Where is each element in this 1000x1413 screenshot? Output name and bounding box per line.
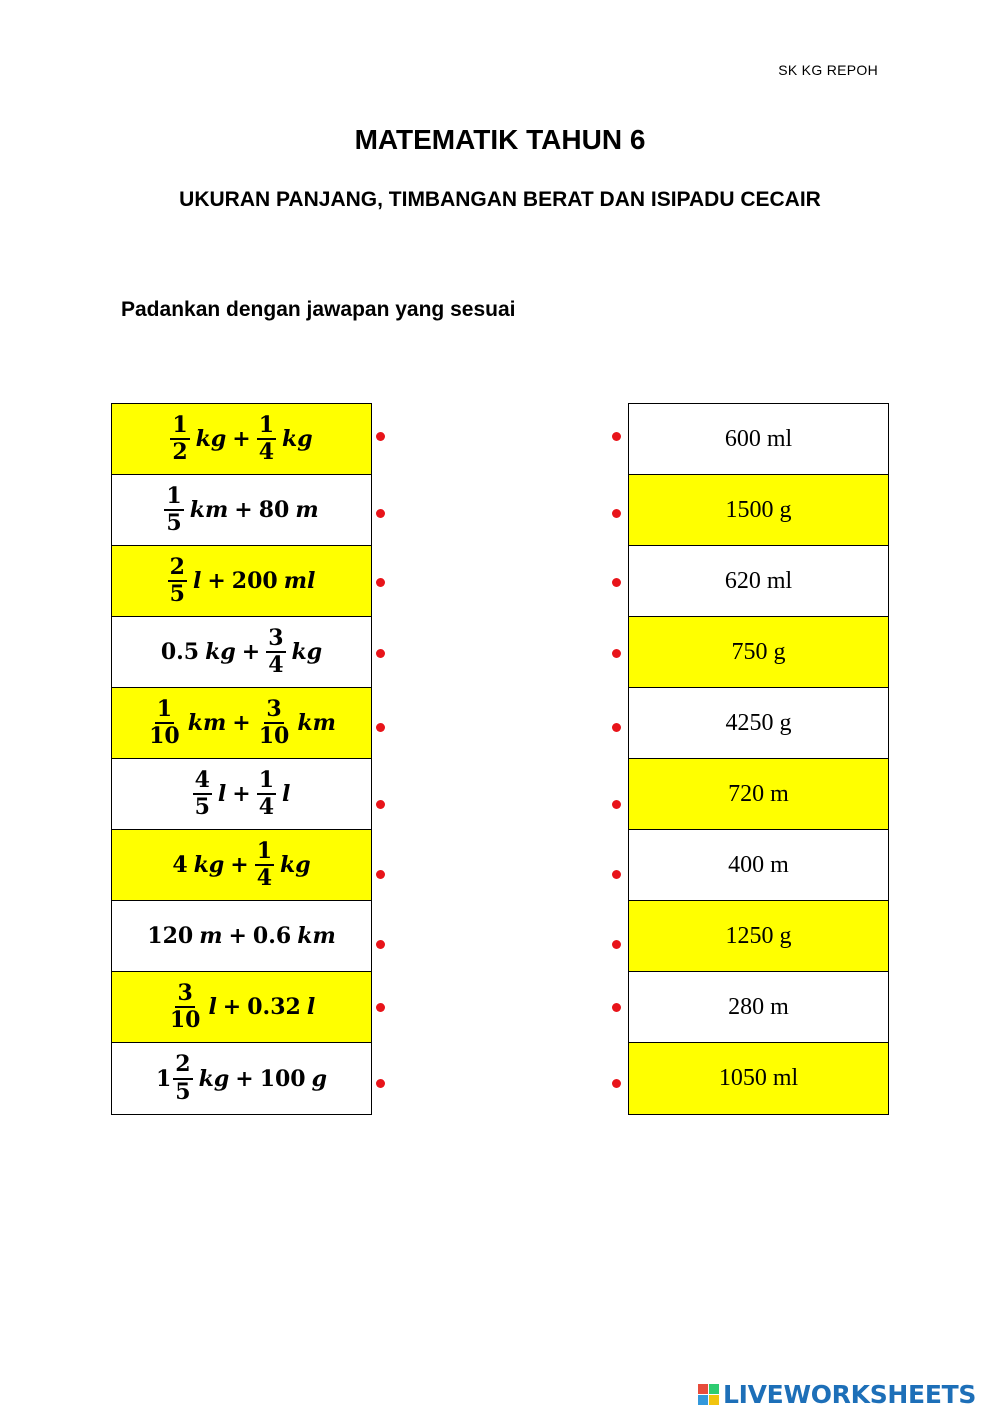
question-expression: [168, 553, 316, 607]
question-row: [112, 901, 371, 972]
match-dot-right[interactable]: [612, 1079, 621, 1088]
unit: m: [199, 923, 223, 949]
numerator: 3: [264, 698, 283, 724]
question-row: [112, 617, 371, 688]
operator: +: [222, 994, 242, 1020]
match-dot-left[interactable]: [376, 578, 385, 587]
operator: +: [232, 781, 251, 807]
operator: +: [232, 710, 251, 736]
unit: l: [282, 781, 291, 807]
match-dot-left[interactable]: [376, 1003, 385, 1012]
match-dot-left[interactable]: [376, 723, 385, 732]
unit: kg: [198, 1065, 230, 1092]
question-expression: [168, 979, 316, 1033]
question-expression: [147, 695, 336, 749]
match-dot-left[interactable]: [376, 1079, 385, 1088]
logo-text: LIVEWORKSHEETS: [723, 1380, 977, 1409]
answer-row: [629, 404, 888, 475]
unit: km: [297, 710, 336, 736]
match-dot-left[interactable]: [376, 870, 385, 879]
answer-row: [629, 901, 888, 972]
answer-text: 600 ml: [724, 425, 793, 452]
question-row: [112, 759, 371, 830]
denominator: 2: [172, 439, 188, 465]
answer-text: 620 ml: [724, 567, 793, 594]
liveworksheets-logo-icon: [698, 1384, 719, 1405]
questions-column: [111, 403, 372, 1115]
question-row: [112, 546, 371, 617]
question-expression: [164, 482, 319, 536]
answer-row: [629, 830, 888, 901]
match-dot-right[interactable]: [612, 940, 621, 949]
question-expression: [170, 411, 313, 465]
answer-row: [629, 617, 888, 688]
answer-text: 4250 g: [725, 709, 792, 736]
unit: g: [311, 1065, 328, 1092]
fraction: [257, 695, 292, 749]
instruction: Padankan dengan jawapan yang sesuai: [121, 298, 516, 321]
answer-row: [629, 688, 888, 759]
whole-number: 1: [155, 1065, 172, 1092]
match-dot-left[interactable]: [376, 800, 385, 809]
match-dot-left[interactable]: [376, 649, 385, 658]
unit: kg: [193, 852, 225, 878]
operator: +: [207, 568, 226, 594]
match-dot-right[interactable]: [612, 723, 621, 732]
numerator: 4: [193, 769, 212, 795]
number: 120: [147, 923, 194, 949]
answer-text: 720 m: [728, 780, 789, 807]
footer-logo[interactable]: [698, 1380, 976, 1409]
number: 0.6: [252, 923, 292, 949]
numerator: 1: [255, 840, 274, 866]
answers-column: [628, 403, 889, 1115]
page-title: MATEMATIK TAHUN 6: [354, 124, 646, 155]
match-dot-right[interactable]: [612, 870, 621, 879]
answer-row: [629, 546, 888, 617]
question-row: [112, 830, 371, 901]
unit: km: [187, 710, 227, 736]
operator: +: [228, 923, 247, 949]
numerator: 1: [164, 485, 183, 511]
denominator: 5: [194, 794, 210, 820]
question-row: [112, 1043, 371, 1114]
page-subtitle: UKURAN PANJANG, TIMBANGAN BERAT DAN ISIPADU CECAIR: [179, 188, 821, 211]
number: 4: [172, 852, 188, 878]
number: 0.5: [160, 639, 200, 665]
answer-text: 1050 ml: [718, 1065, 799, 1091]
number: 200: [231, 568, 278, 594]
operator: +: [232, 426, 251, 452]
answer-row: [629, 759, 888, 830]
fraction: [255, 837, 274, 891]
match-dot-right[interactable]: [612, 1003, 621, 1012]
numerator: 1: [155, 698, 174, 724]
fraction: [266, 624, 285, 678]
numerator: 1: [257, 414, 276, 440]
unit: kg: [195, 426, 227, 452]
fraction: [147, 695, 182, 749]
unit: m: [295, 497, 319, 523]
question-row: [112, 475, 371, 546]
unit: km: [189, 497, 229, 523]
match-dot-right[interactable]: [612, 432, 621, 441]
answer-row: [629, 972, 888, 1043]
match-dot-right[interactable]: [612, 800, 621, 809]
fraction: [257, 411, 276, 465]
number: 100: [259, 1065, 306, 1092]
answer-text: 280 m: [728, 993, 789, 1020]
answer-text: 1500 g: [725, 496, 792, 523]
answer-row: [629, 475, 888, 546]
number: 80: [258, 497, 290, 523]
numerator: 3: [175, 982, 194, 1008]
denominator: 10: [169, 1007, 201, 1033]
denominator: 10: [258, 723, 290, 749]
operator: +: [235, 1065, 254, 1092]
fraction: [168, 979, 203, 1033]
unit: ml: [283, 568, 316, 594]
fraction: [257, 766, 276, 820]
question-expression: [172, 837, 311, 891]
denominator: 4: [256, 865, 273, 891]
answer-text: 1250 g: [725, 922, 792, 949]
unit: kg: [205, 639, 236, 665]
numerator: 2: [173, 1053, 192, 1079]
unit: l: [306, 994, 316, 1020]
answer-text: 400 m: [728, 851, 789, 878]
operator: +: [230, 852, 249, 878]
operator: +: [241, 639, 261, 665]
match-dot-left[interactable]: [376, 509, 385, 518]
unit: l: [192, 568, 202, 594]
match-dot-left[interactable]: [376, 940, 385, 949]
denominator: 5: [175, 1078, 191, 1105]
denominator: 4: [258, 794, 275, 820]
match-dot-left[interactable]: [376, 432, 385, 441]
denominator: 4: [268, 652, 284, 678]
operator: +: [234, 497, 253, 523]
question-expression: [160, 624, 323, 678]
fraction: [173, 1053, 192, 1103]
match-dot-right[interactable]: [612, 649, 621, 658]
match-dot-right[interactable]: [612, 578, 621, 587]
question-row: [112, 972, 371, 1043]
question-expression: [193, 766, 291, 820]
number: 0.32: [247, 994, 301, 1020]
question-expression: [147, 923, 335, 949]
question-expression: [156, 1053, 327, 1103]
numerator: 3: [266, 627, 285, 653]
match-dot-right[interactable]: [612, 509, 621, 518]
question-row: [112, 404, 371, 475]
fraction: [168, 553, 187, 607]
unit: l: [208, 994, 217, 1020]
denominator: 10: [149, 723, 180, 749]
answer-row: [629, 1043, 888, 1114]
fraction: [170, 411, 189, 465]
denominator: 4: [258, 439, 275, 465]
fraction: [164, 482, 183, 536]
unit: km: [297, 923, 336, 949]
unit: kg: [291, 639, 323, 665]
question-row: [112, 688, 371, 759]
denominator: 5: [166, 510, 182, 536]
numerator: 1: [170, 414, 189, 440]
unit: kg: [282, 426, 313, 452]
numerator: 1: [257, 769, 276, 795]
answer-text: 750 g: [731, 638, 786, 665]
fraction: [193, 766, 212, 820]
denominator: 5: [169, 581, 185, 607]
school-name: SK KG REPOH: [778, 62, 878, 78]
unit: kg: [280, 852, 311, 878]
numerator: 2: [168, 556, 187, 582]
unit: l: [217, 781, 227, 807]
